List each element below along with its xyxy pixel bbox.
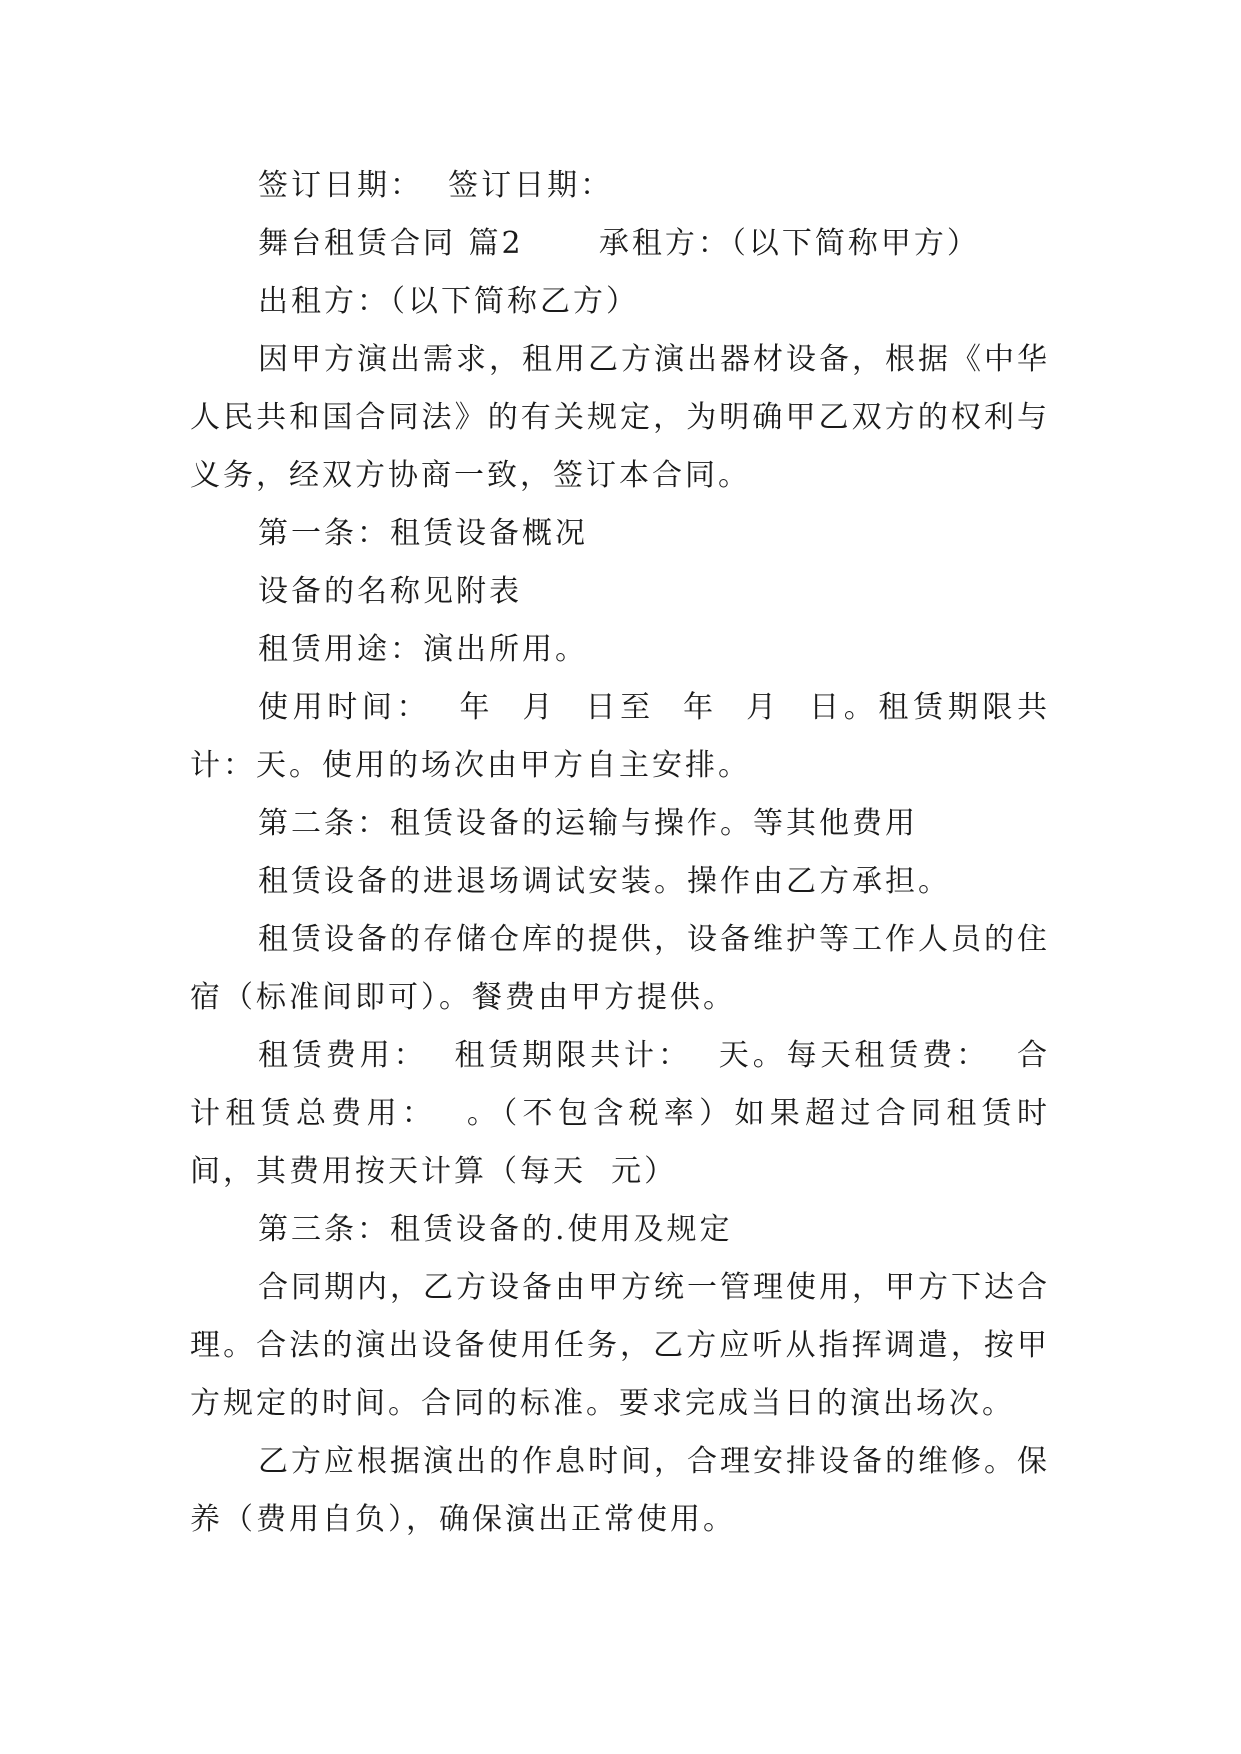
- article-1-heading: 第一条：租赁设备概况: [258, 516, 588, 551]
- rental-fee-paragraph: 租赁费用： 租赁期限共计： 天。每天租赁费： 合计租赁总费用： 。（不包含税率）如果超过合同租赁时间，其费用按天计算（每天 元）: [190, 1038, 1050, 1189]
- signing-date-line: 签订日期： 签订日期：: [258, 168, 614, 203]
- storage-paragraph: 租赁设备的存储仓库的提供，设备维护等工作人员的住宿（标准间即可）。餐费由甲方提供。: [190, 922, 1050, 1015]
- contract-heading-lessee: 舞台租赁合同 篇2 承租方：（以下简称甲方）: [258, 226, 980, 261]
- management-paragraph: 合同期内，乙方设备由甲方统一管理使用，甲方下达合理。合法的演出设备使用任务，乙方应听从指挥调遣，按甲方规定的时间。合同的标准。要求完成当日的演出场次。: [190, 1270, 1050, 1421]
- maintenance-paragraph: 乙方应根据演出的作息时间，合理安排设备的维修。保养（费用自负），确保演出正常使用。: [190, 1444, 1050, 1537]
- rental-purpose-line: 租赁用途：演出所用。: [258, 632, 588, 667]
- installation-line: 租赁设备的进退场调试安装。操作由乙方承担。: [258, 864, 951, 899]
- contract-text: [190, 157, 1050, 1549]
- preamble-paragraph: 因甲方演出需求，租用乙方演出器材设备，根据《中华人民共和国合同法》的有关规定，为明确甲乙双方的权利与义务，经双方协商一致，签订本合同。: [190, 342, 1050, 493]
- article-3-heading: 第三条：租赁设备的.使用及规定: [258, 1212, 733, 1247]
- equipment-name-line: 设备的名称见附表: [258, 574, 522, 609]
- usage-period-paragraph: 使用时间： 年 月 日至 年 月 日。租赁期限共计：天。使用的场次由甲方自主安排。: [190, 690, 1050, 783]
- lessor-line: 出租方：（以下简称乙方）: [258, 284, 639, 319]
- article-2-heading: 第二条：租赁设备的运输与操作。等其他费用: [258, 806, 918, 841]
